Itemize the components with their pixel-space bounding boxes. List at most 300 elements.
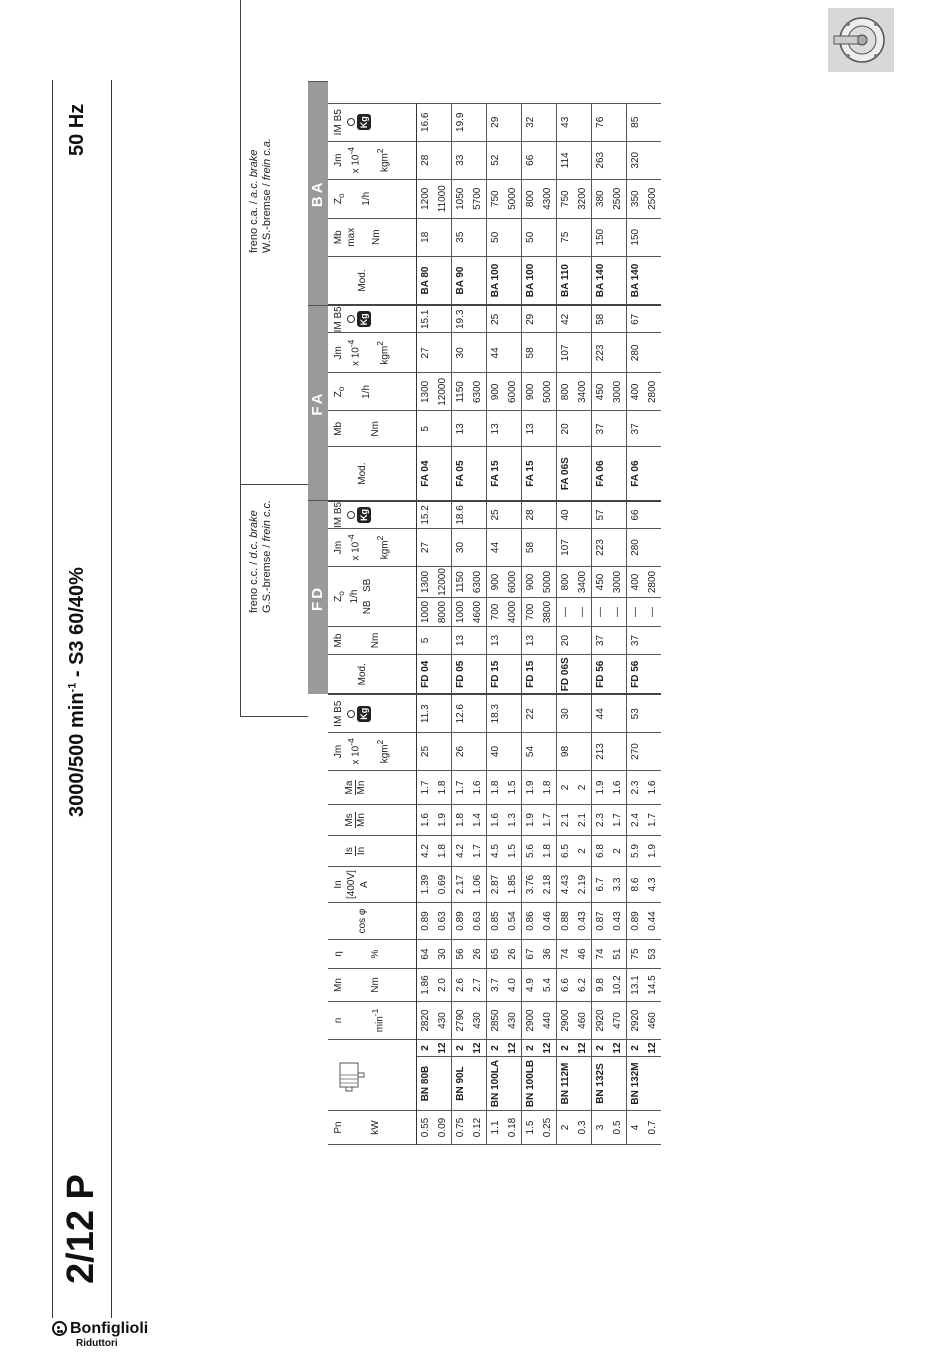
cell-eta: 30 — [434, 940, 452, 969]
cell-cos: 0.54 — [504, 903, 522, 940]
cell-poles: 12 — [469, 1040, 487, 1057]
cell-fd-kg — [609, 501, 627, 529]
cell-n: 2900 — [557, 1002, 575, 1040]
cell-kg — [469, 695, 487, 733]
cell-ba-mb: 18 — [417, 218, 435, 256]
cell-n: 440 — [539, 1002, 557, 1040]
table-row — [574, 81, 592, 1144]
cell-eta: 53 — [644, 940, 661, 969]
cell-eta: 56 — [452, 940, 470, 969]
cell-n: 460 — [644, 1002, 661, 1040]
cell-ba-mod — [469, 256, 487, 305]
frequency: 50 Hz — [66, 103, 88, 156]
cell-ms: 1.7 — [539, 805, 557, 836]
cell-fa-mod: FA 05 — [452, 447, 470, 501]
cell-n: 430 — [504, 1002, 522, 1040]
cell-model — [644, 1057, 661, 1111]
cell-ba-zo: 1200 — [417, 179, 435, 218]
cell-poles: 2 — [592, 1040, 610, 1057]
cell-ms: 1.8 — [452, 805, 470, 836]
cell-fd-zo-sb: 800 — [557, 567, 575, 598]
cell-ba-mb — [574, 218, 592, 256]
cell-ba-mb: 150 — [592, 218, 610, 256]
cell-fa-mod — [609, 447, 627, 501]
cell-is: 1.8 — [539, 836, 557, 867]
cell-n: 470 — [609, 1002, 627, 1040]
cell-ba-jm — [504, 141, 522, 179]
cell-jm: 25 — [417, 733, 435, 771]
cell-fd-zo-nb: 700 — [522, 598, 540, 627]
cell-fd-zo-sb: 400 — [627, 567, 645, 598]
cell-fa-zo: 3000 — [609, 373, 627, 411]
cell-mn: 2.6 — [452, 969, 470, 1002]
cell-pn: 2 — [557, 1111, 575, 1145]
cell-fd-kg — [539, 501, 557, 529]
cell-ba-mb: 75 — [557, 218, 575, 256]
cell-fd-kg: 15.2 — [417, 501, 435, 529]
cell-in: 3.3 — [609, 867, 627, 903]
cell-pn: 1.1 — [487, 1111, 505, 1145]
fd-brake-description: freno c.c. / d.c. brake G.S.-bremse / frein c.c. — [248, 499, 273, 613]
cell-ba-jm — [574, 141, 592, 179]
cell-fa-mod — [539, 447, 557, 501]
cell-model — [469, 1057, 487, 1111]
fd-group-label: FD — [308, 501, 328, 695]
cell-ms: 1.9 — [522, 805, 540, 836]
cell-model — [434, 1057, 452, 1111]
cell-fd-zo-nb: — — [609, 598, 627, 627]
cell-jm: 98 — [557, 733, 575, 771]
cell-fa-mod: FA 06S — [557, 447, 575, 501]
motor-icon — [328, 1040, 417, 1111]
cell-fd-mb — [469, 627, 487, 655]
cell-fd-zo-nb: — — [574, 598, 592, 627]
cell-fa-zo: 800 — [557, 373, 575, 411]
cell-kg — [539, 695, 557, 733]
cell-fd-zo-sb: 1300 — [417, 567, 435, 598]
cell-ms: 2.3 — [592, 805, 610, 836]
cell-fd-mod — [574, 655, 592, 695]
cell-fa-kg: 58 — [592, 305, 610, 333]
cell-pn: 0.18 — [504, 1111, 522, 1145]
cell-fa-mb: 13 — [487, 411, 505, 447]
cell-fa-kg: 42 — [557, 305, 575, 333]
cell-fa-mod — [469, 447, 487, 501]
cell-ma: 2 — [574, 771, 592, 805]
cell-fa-mod — [434, 447, 452, 501]
cell-fa-mod: FA 15 — [487, 447, 505, 501]
cell-fa-kg — [469, 305, 487, 333]
cell-fd-kg — [574, 501, 592, 529]
cell-fa-jm: 44 — [487, 333, 505, 373]
cell-fd-zo-sb: 2800 — [644, 567, 661, 598]
cell-fd-zo-nb: 700 — [487, 598, 505, 627]
cell-n: 2920 — [592, 1002, 610, 1040]
cell-ba-mb — [609, 218, 627, 256]
cell-ba-mb — [539, 218, 557, 256]
cell-jm — [644, 733, 661, 771]
cell-fa-zo: 400 — [627, 373, 645, 411]
cell-cos: 0.89 — [627, 903, 645, 940]
cell-in: 2.17 — [452, 867, 470, 903]
cell-fa-kg — [434, 305, 452, 333]
cell-fa-jm — [609, 333, 627, 373]
cell-is: 4.2 — [417, 836, 435, 867]
cell-model — [504, 1057, 522, 1111]
cell-eta: 64 — [417, 940, 435, 969]
cell-fd-zo-sb: 3000 — [609, 567, 627, 598]
cell-cos: 0.63 — [434, 903, 452, 940]
cell-poles: 12 — [609, 1040, 627, 1057]
cell-poles: 2 — [452, 1040, 470, 1057]
cell-fa-mb: 20 — [557, 411, 575, 447]
cell-fa-kg: 29 — [522, 305, 540, 333]
cell-fd-zo-nb: 1000 — [452, 598, 470, 627]
cell-fd-jm: 58 — [522, 529, 540, 567]
cell-fd-mb: 13 — [452, 627, 470, 655]
cell-fd-kg — [644, 501, 661, 529]
cell-poles: 2 — [417, 1040, 435, 1057]
cell-kg — [504, 695, 522, 733]
cell-fd-mod — [644, 655, 661, 695]
cell-pn: 0.25 — [539, 1111, 557, 1145]
cell-fa-mb — [504, 411, 522, 447]
cell-fd-zo-sb: 450 — [592, 567, 610, 598]
table-row — [644, 81, 661, 1144]
table-row — [609, 81, 627, 1144]
cell-mn: 2.7 — [469, 969, 487, 1002]
cell-fa-jm: 107 — [557, 333, 575, 373]
cell-ma: 1.7 — [417, 771, 435, 805]
cell-mn: 5.4 — [539, 969, 557, 1002]
cell-fd-zo-sb: 5000 — [539, 567, 557, 598]
cell-fa-kg — [574, 305, 592, 333]
cell-fa-zo: 3400 — [574, 373, 592, 411]
cell-ba-mod: BA 140 — [627, 256, 645, 305]
cell-fd-jm: 223 — [592, 529, 610, 567]
cell-poles: 2 — [627, 1040, 645, 1057]
cell-fd-zo-nb: 4000 — [504, 598, 522, 627]
cell-fd-mb: 5 — [417, 627, 435, 655]
cell-model: BN 132S — [592, 1057, 610, 1111]
cell-fd-jm — [574, 529, 592, 567]
cell-poles: 12 — [504, 1040, 522, 1057]
cell-fd-kg: 40 — [557, 501, 575, 529]
cell-fa-mb: 13 — [452, 411, 470, 447]
cell-fd-kg: 57 — [592, 501, 610, 529]
cell-kg — [574, 695, 592, 733]
cell-ba-mod: BA 140 — [592, 256, 610, 305]
cell-ba-mod — [504, 256, 522, 305]
table-row — [539, 81, 557, 1144]
cell-eta: 74 — [592, 940, 610, 969]
cell-ba-mod: BA 80 — [417, 256, 435, 305]
cell-fd-jm: 30 — [452, 529, 470, 567]
cell-fd-zo-sb: 900 — [487, 567, 505, 598]
cell-ba-jm — [539, 141, 557, 179]
cell-poles: 12 — [434, 1040, 452, 1057]
cell-fd-zo-sb: 6300 — [469, 567, 487, 598]
cell-n: 2850 — [487, 1002, 505, 1040]
cell-in: 8.6 — [627, 867, 645, 903]
cell-fd-mb: 13 — [487, 627, 505, 655]
ba-group-label: BA — [308, 81, 328, 305]
cell-ma: 1.9 — [592, 771, 610, 805]
cell-cos: 0.63 — [469, 903, 487, 940]
cell-fd-mb — [609, 627, 627, 655]
cell-eta: 26 — [504, 940, 522, 969]
cell-poles: 12 — [644, 1040, 661, 1057]
cell-ma: 1.8 — [487, 771, 505, 805]
cell-eta: 26 — [469, 940, 487, 969]
cell-fd-zo-nb: — — [592, 598, 610, 627]
cell-ba-mb: 50 — [487, 218, 505, 256]
cell-jm — [574, 733, 592, 771]
cell-pn: 0.09 — [434, 1111, 452, 1145]
cell-fd-jm — [504, 529, 522, 567]
cell-ba-zo: 3200 — [574, 179, 592, 218]
speed-rating: 3000/500 $\min^{-1} - S3$ 60/40% — [66, 567, 88, 817]
cell-ma: 1.5 — [504, 771, 522, 805]
cell-fa-kg — [609, 305, 627, 333]
cell-fd-kg: 66 — [627, 501, 645, 529]
cell-cos: 0.44 — [644, 903, 661, 940]
cell-fd-zo-sb: 3400 — [574, 567, 592, 598]
cell-fa-mb: 5 — [417, 411, 435, 447]
cell-fa-zo: 2800 — [644, 373, 661, 411]
cell-kg — [609, 695, 627, 733]
cell-jm: 270 — [627, 733, 645, 771]
cell-in: 6.7 — [592, 867, 610, 903]
cell-kg: 22 — [522, 695, 540, 733]
cell-ma: 2.3 — [627, 771, 645, 805]
cell-cos: 0.46 — [539, 903, 557, 940]
cell-fd-mb: 37 — [592, 627, 610, 655]
cell-mn: 4.9 — [522, 969, 540, 1002]
cell-ma: 1.6 — [644, 771, 661, 805]
cell-model: BN 90L — [452, 1057, 470, 1111]
cell-fd-mb — [644, 627, 661, 655]
logo-mark-icon — [52, 1321, 67, 1336]
cell-ba-kg: 19.9 — [452, 103, 470, 141]
cell-ms: 1.7 — [609, 805, 627, 836]
cell-fa-kg: 25 — [487, 305, 505, 333]
motor-image — [828, 8, 894, 72]
cell-cos: 0.89 — [417, 903, 435, 940]
cell-in: 1.85 — [504, 867, 522, 903]
cell-fd-mb — [504, 627, 522, 655]
table-row — [469, 81, 487, 1144]
cell-is: 2 — [609, 836, 627, 867]
cell-pn: 0.5 — [609, 1111, 627, 1145]
cell-eta: 67 — [522, 940, 540, 969]
cell-fa-zo: 900 — [487, 373, 505, 411]
cell-fa-zo: 5000 — [539, 373, 557, 411]
cell-ms: 1.9 — [434, 805, 452, 836]
cell-fa-zo: 900 — [522, 373, 540, 411]
cell-pn: 0.75 — [452, 1111, 470, 1145]
cell-fa-mb: 37 — [592, 411, 610, 447]
cell-is: 5.6 — [522, 836, 540, 867]
cell-ba-jm: 320 — [627, 141, 645, 179]
cell-ba-kg — [469, 103, 487, 141]
cell-fd-mod: FD 04 — [417, 655, 435, 695]
cell-ba-jm: 66 — [522, 141, 540, 179]
cell-fd-jm — [469, 529, 487, 567]
cell-fd-kg: 28 — [522, 501, 540, 529]
cell-is: 6.8 — [592, 836, 610, 867]
cell-fa-mod — [644, 447, 661, 501]
cell-jm: 213 — [592, 733, 610, 771]
cell-ms: 1.6 — [417, 805, 435, 836]
cell-ba-jm: 52 — [487, 141, 505, 179]
cell-mn: 6.2 — [574, 969, 592, 1002]
cell-mn: 9.8 — [592, 969, 610, 1002]
cell-fa-mb — [539, 411, 557, 447]
cell-fa-kg — [539, 305, 557, 333]
cell-ba-mb: 150 — [627, 218, 645, 256]
table-row — [504, 81, 522, 1144]
cell-fa-jm — [574, 333, 592, 373]
cell-fd-mod — [609, 655, 627, 695]
cell-model: BN 112M — [557, 1057, 575, 1111]
cell-ms: 1.4 — [469, 805, 487, 836]
cell-ma: 1.6 — [609, 771, 627, 805]
cell-n: 2820 — [417, 1002, 435, 1040]
cell-fd-zo-nb: — — [627, 598, 645, 627]
cell-pn: 0.55 — [417, 1111, 435, 1145]
cell-fa-mod: FA 06 — [592, 447, 610, 501]
brake-bracket-left — [240, 716, 308, 717]
brake-header-area — [200, 0, 308, 1145]
cell-fd-mb: 20 — [557, 627, 575, 655]
cell-fa-jm — [644, 333, 661, 373]
cell-eta: 74 — [557, 940, 575, 969]
cell-in: 2.87 — [487, 867, 505, 903]
cell-fd-mb: 37 — [627, 627, 645, 655]
cell-fd-zo-nb: 1000 — [417, 598, 435, 627]
cell-in: 4.43 — [557, 867, 575, 903]
cell-cos: 0.85 — [487, 903, 505, 940]
cell-is: 6.5 — [557, 836, 575, 867]
cell-fa-zo: 1150 — [452, 373, 470, 411]
cell-in: 1.39 — [417, 867, 435, 903]
cell-fa-kg: 19.3 — [452, 305, 470, 333]
cell-fd-jm — [539, 529, 557, 567]
cell-ba-kg: 16.6 — [417, 103, 435, 141]
cell-fd-mod: FD 56 — [627, 655, 645, 695]
cell-ba-mod — [574, 256, 592, 305]
cell-fd-mb — [574, 627, 592, 655]
cell-ms: 2.4 — [627, 805, 645, 836]
cell-ba-mb — [434, 218, 452, 256]
cell-ms: 1.7 — [644, 805, 661, 836]
cell-cos: 0.43 — [574, 903, 592, 940]
cell-fa-kg — [504, 305, 522, 333]
cell-fa-mod: FA 06 — [627, 447, 645, 501]
cell-mn: 2.0 — [434, 969, 452, 1002]
cell-is: 5.9 — [627, 836, 645, 867]
cell-jm: 26 — [452, 733, 470, 771]
cell-cos: 0.86 — [522, 903, 540, 940]
cell-fa-mb — [469, 411, 487, 447]
cell-cos: 0.88 — [557, 903, 575, 940]
cell-fd-mod: FD 56 — [592, 655, 610, 695]
cell-is: 1.7 — [469, 836, 487, 867]
cell-fd-jm: 44 — [487, 529, 505, 567]
cell-ma: 1.8 — [434, 771, 452, 805]
cell-ba-mb — [469, 218, 487, 256]
cell-eta: 75 — [627, 940, 645, 969]
cell-fd-zo-nb: 3800 — [539, 598, 557, 627]
cell-poles: 12 — [539, 1040, 557, 1057]
cell-is: 2 — [574, 836, 592, 867]
cell-in: 2.19 — [574, 867, 592, 903]
cell-fa-jm: 280 — [627, 333, 645, 373]
cell-ba-zo: 750 — [557, 179, 575, 218]
table-row — [417, 81, 435, 1144]
cell-fd-mb: 13 — [522, 627, 540, 655]
cell-kg — [644, 695, 661, 733]
cell-kg: 11.3 — [417, 695, 435, 733]
cell-fa-mb — [574, 411, 592, 447]
cell-ba-kg: 29 — [487, 103, 505, 141]
cell-ba-mod: BA 100 — [522, 256, 540, 305]
cell-mn: 13.1 — [627, 969, 645, 1002]
table-row — [522, 81, 540, 1144]
cell-fd-mod — [469, 655, 487, 695]
cell-kg: 12.6 — [452, 695, 470, 733]
cell-fd-zo-sb: 900 — [522, 567, 540, 598]
cell-fa-mb — [644, 411, 661, 447]
cell-fd-mod: FD 05 — [452, 655, 470, 695]
cell-ba-jm: 263 — [592, 141, 610, 179]
cell-ba-mb: 50 — [522, 218, 540, 256]
cell-is: 1.8 — [434, 836, 452, 867]
cell-ma: 1.9 — [522, 771, 540, 805]
cell-model — [609, 1057, 627, 1111]
cell-jm: 40 — [487, 733, 505, 771]
cell-fa-zo: 450 — [592, 373, 610, 411]
cell-fd-zo-sb: 12000 — [434, 567, 452, 598]
cell-mn: 10.2 — [609, 969, 627, 1002]
cell-ba-jm: 28 — [417, 141, 435, 179]
cell-pn: 4 — [627, 1111, 645, 1145]
cell-fa-jm: 58 — [522, 333, 540, 373]
cell-fd-kg: 18.6 — [452, 501, 470, 529]
cell-fa-mb: 37 — [627, 411, 645, 447]
motor-spec-table — [200, 0, 658, 1145]
cell-ba-kg — [644, 103, 661, 141]
cell-fd-mod — [504, 655, 522, 695]
cell-fa-zo: 6000 — [504, 373, 522, 411]
header-row: Pn kW n $\min^{-1}$ Mn Nm η % cos φ In [400V] A Is In Ms Mn Ma Mn Jm x $10^{-4}$ kgm$^2$ IM B5 Kg Mod. Mb Nm $Z_o$ 1/h NB SB Jm x $10^{-4}$ kgm$^2$ IM B5 Kg Mod. Mb Nm $Z_o$ 1/h Jm x $10^{-4}$ kgm$^2$ IM B5 Kg Mod. Mb max Nm $Z_o$ 1/h Jm x $10^{-4}$ kgm$^2$ IM B5 Kg — [328, 81, 417, 1144]
cell-jm — [539, 733, 557, 771]
cell-jm — [609, 733, 627, 771]
cell-jm — [469, 733, 487, 771]
cell-in: 0.69 — [434, 867, 452, 903]
cell-is: 4.2 — [452, 836, 470, 867]
cell-model — [539, 1057, 557, 1111]
cell-kg: 18.3 — [487, 695, 505, 733]
cell-ba-mod: BA 110 — [557, 256, 575, 305]
cell-fd-zo-sb: 1150 — [452, 567, 470, 598]
cell-fd-jm — [434, 529, 452, 567]
cell-ma: 2 — [557, 771, 575, 805]
cell-jm — [434, 733, 452, 771]
cell-in: 1.06 — [469, 867, 487, 903]
cell-fd-mb — [539, 627, 557, 655]
